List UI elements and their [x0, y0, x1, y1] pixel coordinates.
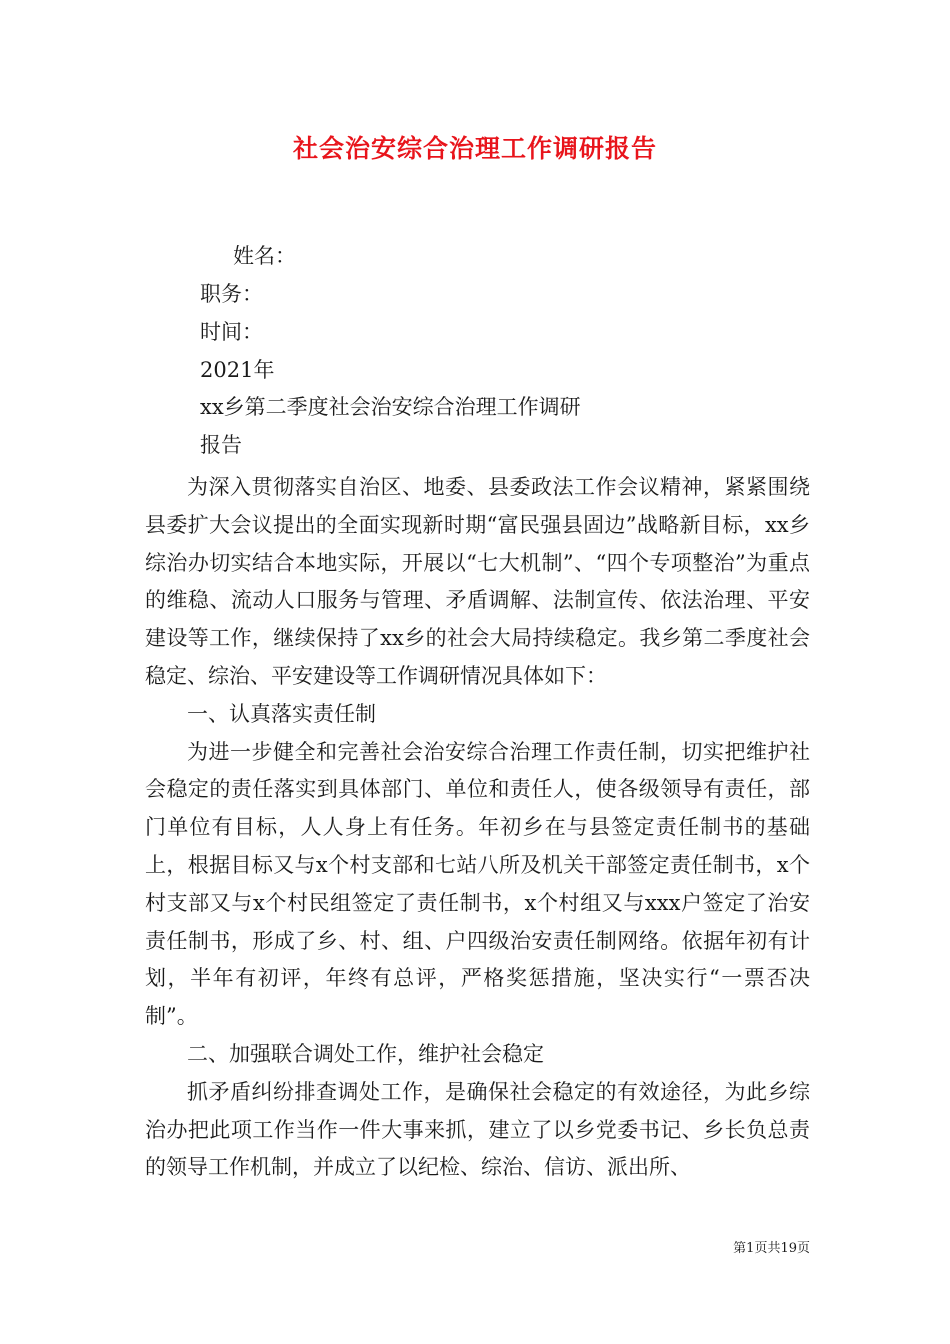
document-body — [145, 469, 810, 1187]
page-number: 第1页共19页 — [733, 1241, 810, 1256]
subtitle-line-2: 报告 — [200, 433, 242, 457]
subtitle-line-1: xx乡第二季度社会治安综合治理工作调研 — [200, 395, 581, 419]
name-label: 姓名： — [233, 244, 296, 268]
section-heading-2: 二、加强联合调处工作，维护社会稳定 — [187, 1041, 544, 1066]
paragraph-section-2: 抓矛盾纠纷排查调处工作，是确保社会稳定的有效途径，为此乡综治办把此项工作当作一件大事来抓，建立了以乡党委书记、乡长负总责的领导工作机制，并成立了以纪检、综治、信访、派出所、 — [145, 1079, 810, 1180]
position-label: 职务： — [200, 282, 263, 306]
paragraph-section-1: 为进一步健全和完善社会治安综合治理工作责任制，切实把维护社会稳定的责任落实到具体部门、单位和责任人，使各级领导有责任，部门单位有目标，人人身上有任务。年初乡在与县签定责任制书的基础上，根据目标又与x个村支部和七站八所及机关干部签定责任制书，x个村支部又与x个村民组签定了责任制书，x个村组又与xxx户签定了治安责任制书，形成了乡、村、组、户四级治安责任制网络。依据年初有计划，半年有初评，年终有总评，严格奖惩措施，坚决实行“一票否决制”。 — [145, 739, 810, 1029]
year-line: 2021年 — [200, 358, 275, 382]
paragraph-intro: 为深入贯彻落实自治区、地委、县委政法工作会议精神，紧紧围绕县委扩大会议提出的全面实现新时期“富民强县固边”战略新目标，xx乡综治办切实结合本地实际，开展以“七大机制”、“四个专项整治”为重点的维稳、流动人口服务与管理、矛盾调解、法制宣传、依法治理、平安建设等工作，继续保持了xx乡的社会大局持续稳定。我乡第二季度社会稳定、综治、平安建设等工作调研情况具体如下： — [145, 475, 810, 688]
section-heading-1: 一、认真落实责任制 — [187, 701, 376, 726]
time-label: 时间： — [200, 320, 263, 344]
document-title: 社会治安综合治理工作调研报告 — [292, 134, 657, 163]
